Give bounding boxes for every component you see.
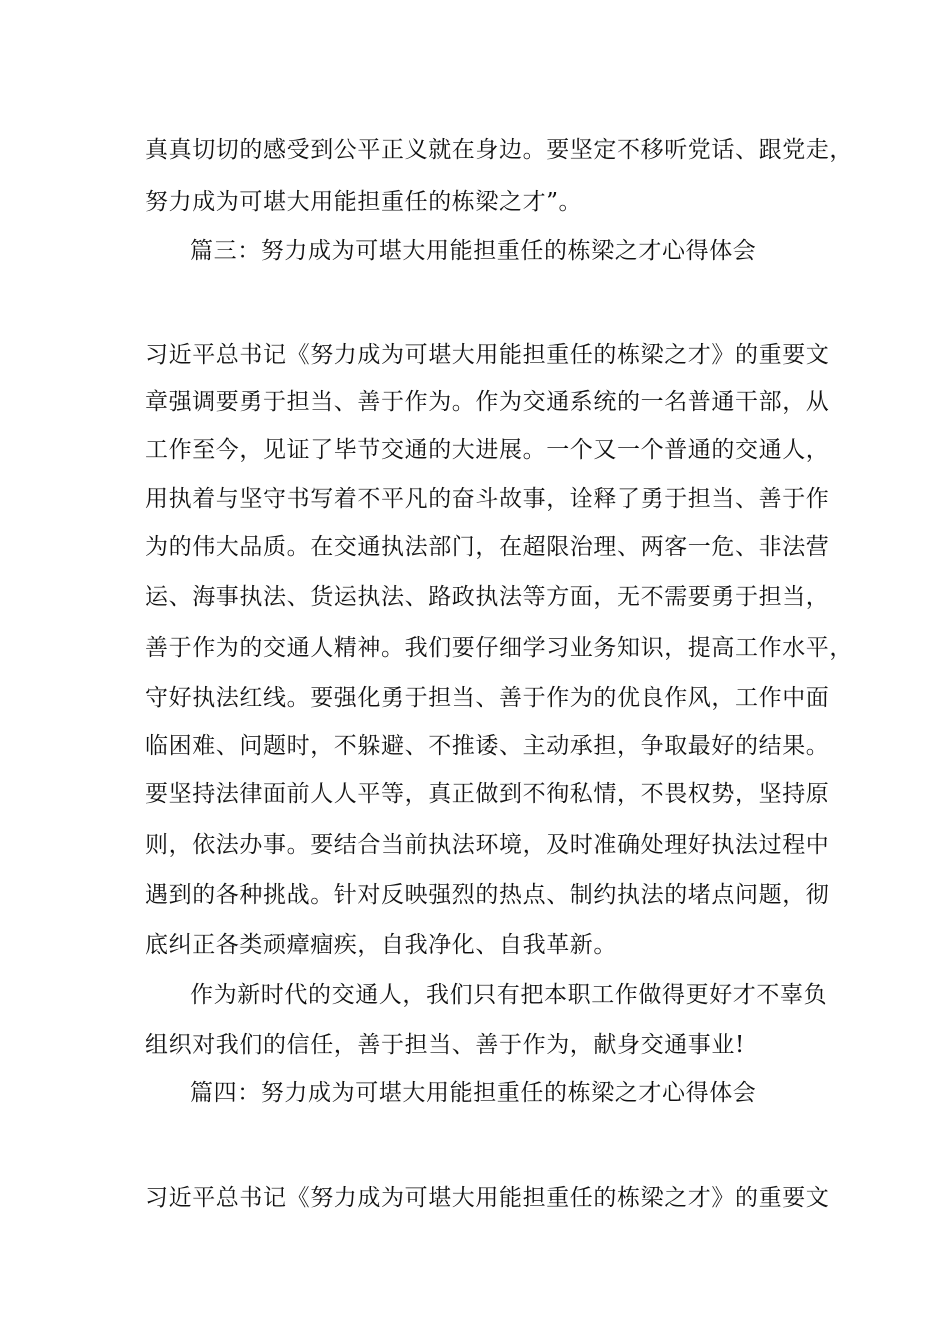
text-line-14: 则，依法办事。要结合当前执法环境，及时准确处理好执法过程中 xyxy=(145,832,830,858)
text-line-6: 工作至今，见证了毕节交通的大进展。一个又一个普通的交通人， xyxy=(145,437,830,463)
text-line-18: 组织对我们的信任，善于担当、善于作为，献身交通事业! xyxy=(145,1032,745,1058)
section-heading-3: 篇三：努力成为可堪大用能担重任的栋梁之才心得体会 xyxy=(190,238,757,264)
text-line-12: 临困难、问题时，不躲避、不推诿、主动承担，争取最好的结果。 xyxy=(145,733,830,759)
text-line-15: 遇到的各种挑战。针对反映强烈的热点、制约执法的堵点问题，彻 xyxy=(145,882,830,908)
text-line-1: 真真切切的感受到公平正义就在身边。要坚定不移听党话、跟党走， xyxy=(145,137,853,163)
section-heading-4: 篇四：努力成为可堪大用能担重任的栋梁之才心得体会 xyxy=(190,1080,757,1106)
text-line-2: 努力成为可堪大用能担重任的栋梁之才”。 xyxy=(145,189,583,215)
text-line-5: 章强调要勇于担当、善于作为。作为交通系统的一名普通干部，从 xyxy=(145,389,830,415)
text-line-8: 为的伟大品质。在交通执法部门，在超限治理、两客一危、非法营 xyxy=(145,534,830,560)
text-line-13: 要坚持法律面前人人平等，真正做到不徇私情，不畏权势，坚持原 xyxy=(145,781,830,807)
text-line-20: 习近平总书记《努力成为可堪大用能担重任的栋梁之才》的重要文 xyxy=(145,1185,830,1211)
text-line-7: 用执着与坚守书写着不平凡的奋斗故事，诠释了勇于担当、善于作 xyxy=(145,486,830,512)
text-line-4: 习近平总书记《努力成为可堪大用能担重任的栋梁之才》的重要文 xyxy=(145,342,830,368)
text-line-11: 守好执法红线。要强化勇于担当、善于作为的优良作风，工作中面 xyxy=(145,685,830,711)
text-line-10: 善于作为的交通人精神。我们要仔细学习业务知识，提高工作水平， xyxy=(145,635,853,661)
text-line-17: 作为新时代的交通人，我们只有把本职工作做得更好才不辜负 xyxy=(190,982,828,1008)
text-line-16: 底纠正各类顽瘴痼疾，自我净化、自我革新。 xyxy=(145,932,617,958)
text-line-9: 运、海事执法、货运执法、路政执法等方面，无不需要勇于担当， xyxy=(145,584,830,610)
